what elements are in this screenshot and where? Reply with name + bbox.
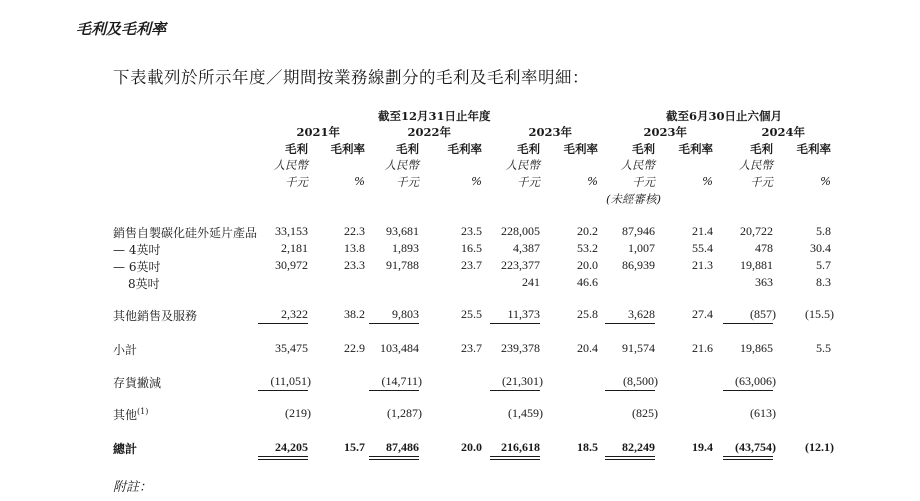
currency-header: 人民幣 <box>384 158 419 172</box>
gross-profit-cell: 93,681 <box>386 224 419 238</box>
year-header: 2024年 <box>761 125 805 139</box>
percent-header: % <box>587 174 598 188</box>
row-label-text: 存貨撇減 <box>113 376 162 390</box>
gross-margin-header: 毛利率 <box>563 142 598 156</box>
gross-margin-cell: 5.7 <box>816 258 831 272</box>
gross-margin-cell: 16.5 <box>461 241 482 255</box>
underline <box>369 323 419 324</box>
row-label <box>113 241 160 258</box>
row-label-text: — 6英吋 <box>113 260 161 274</box>
gross-profit-cell: (14,711) <box>381 374 422 388</box>
gross-profit-cell: 30,972 <box>275 258 308 272</box>
section-title: 毛利及毛利率 <box>76 20 167 38</box>
gross-profit-cell: 239,378 <box>501 341 540 355</box>
row-label-text: 小計 <box>113 343 138 357</box>
gross-margin-cell: 46.6 <box>577 275 598 289</box>
underline <box>369 390 419 391</box>
gross-profit-cell: 9,803 <box>392 307 419 321</box>
notes-label: 附註： <box>113 480 153 495</box>
gross-profit-cell: 241 <box>522 275 540 289</box>
gross-profit-cell: 24,205 <box>275 440 308 454</box>
gross-profit-cell: 228,005 <box>501 224 540 238</box>
interim-period-header: 截至6月30日止六個月 <box>666 109 783 123</box>
gross-margin-cell: 20.0 <box>461 440 482 454</box>
gross-profit-header: 毛利 <box>632 142 655 156</box>
gross-margin-cell: 20.4 <box>577 341 598 355</box>
gross-profit-cell: 91,574 <box>622 341 655 355</box>
gross-margin-cell: 22.3 <box>344 224 365 238</box>
gross-margin-cell: 21.3 <box>692 258 713 272</box>
underline <box>490 390 540 391</box>
double-underline <box>258 456 308 460</box>
gross-profit-cell: 1,893 <box>392 241 419 255</box>
year-header: 2021年 <box>296 125 340 139</box>
gross-margin-cell: 15.7 <box>344 440 365 454</box>
footnote-marker: (1) <box>137 407 149 416</box>
year-header: 2023年 <box>643 125 687 139</box>
gross-margin-cell: 22.9 <box>344 341 365 355</box>
gross-profit-cell: 86,939 <box>622 258 655 272</box>
gross-margin-header: 毛利率 <box>796 142 831 156</box>
gross-margin-cell: 38.2 <box>344 307 365 321</box>
gross-profit-cell: (825) <box>632 406 658 420</box>
gross-profit-cell: 19,865 <box>740 341 773 355</box>
double-underline <box>723 456 773 460</box>
gross-profit-header: 毛利 <box>517 142 540 156</box>
row-label-text: 8英吋 <box>128 277 160 291</box>
gross-margin-cell: 30.4 <box>810 241 831 255</box>
year-header: 2022年 <box>407 125 451 139</box>
row-label <box>113 224 257 241</box>
double-underline <box>369 456 419 460</box>
unit-header: 千元 <box>285 175 308 189</box>
row-label <box>113 258 160 275</box>
gross-profit-cell: (857) <box>750 307 776 321</box>
gross-margin-cell: 21.6 <box>692 341 713 355</box>
gross-profit-cell: 87,946 <box>622 224 655 238</box>
row-label <box>113 341 137 358</box>
underline <box>258 390 308 391</box>
gross-margin-cell: 8.3 <box>816 275 831 289</box>
gross-profit-cell: 20,722 <box>740 224 773 238</box>
row-label <box>113 440 137 457</box>
gross-margin-cell: 5.8 <box>816 224 831 238</box>
percent-header: % <box>354 174 365 188</box>
annual-period-header: 截至12月31日止年度 <box>378 109 491 123</box>
double-underline <box>605 456 655 460</box>
gross-profit-cell: 91,788 <box>386 258 419 272</box>
gross-profit-cell: 87,486 <box>386 440 419 454</box>
underline <box>723 390 773 391</box>
gross-profit-cell: 3,628 <box>628 307 655 321</box>
gross-margin-cell: 21.4 <box>692 224 713 238</box>
intro-text: 下表載列於所示年度／期間按業務線劃分的毛利及毛利率明細： <box>113 68 589 87</box>
gross-margin-cell: 5.5 <box>816 341 831 355</box>
gross-profit-cell: (11,051) <box>270 374 311 388</box>
row-label-text: 總計 <box>113 442 138 456</box>
gross-margin-cell: 55.4 <box>692 241 713 255</box>
gross-margin-cell: (12.1) <box>805 440 834 454</box>
underline <box>605 390 655 391</box>
gross-margin-cell: 20.0 <box>577 258 598 272</box>
percent-header: % <box>471 174 482 188</box>
row-label <box>113 307 197 324</box>
gross-profit-cell: 82,249 <box>622 440 655 454</box>
row-label-text: 其他銷售及服務 <box>113 309 198 323</box>
year-header: 2023年 <box>528 125 572 139</box>
gross-profit-cell: (1,459) <box>508 406 543 420</box>
gross-profit-cell: (613) <box>750 406 776 420</box>
gross-margin-cell: 53.2 <box>577 241 598 255</box>
row-label-text: 銷售自製碳化硅外延片產品 <box>113 226 258 240</box>
gross-margin-cell: 27.4 <box>692 307 713 321</box>
underline <box>723 323 773 324</box>
unit-header: 千元 <box>396 175 419 189</box>
gross-profit-cell: 19,881 <box>740 258 773 272</box>
gross-profit-cell: 2,322 <box>281 307 308 321</box>
gross-profit-header: 毛利 <box>750 142 773 156</box>
gross-margin-cell: 25.8 <box>577 307 598 321</box>
gross-margin-header: 毛利率 <box>447 142 482 156</box>
row-label <box>113 406 148 423</box>
percent-header: % <box>702 174 713 188</box>
gross-profit-cell: 11,373 <box>507 307 540 321</box>
unit-header: 千元 <box>517 175 540 189</box>
gross-profit-cell: 103,484 <box>380 341 419 355</box>
gross-profit-cell: 223,377 <box>501 258 540 272</box>
gross-margin-cell: 19.4 <box>692 440 713 454</box>
gross-margin-cell: 25.5 <box>461 307 482 321</box>
gross-margin-cell: 23.7 <box>461 258 482 272</box>
gross-margin-cell: (15.5) <box>805 307 834 321</box>
gross-margin-cell: 13.8 <box>344 241 365 255</box>
unit-header: 千元 <box>632 175 655 189</box>
percent-header: % <box>820 174 831 188</box>
currency-header: 人民幣 <box>273 158 308 172</box>
gross-profit-cell: (43,754) <box>735 440 776 454</box>
currency-header: 人民幣 <box>620 158 655 172</box>
gross-profit-cell: 4,387 <box>513 241 540 255</box>
gross-profit-cell: 2,181 <box>281 241 308 255</box>
gross-margin-header: 毛利率 <box>678 142 713 156</box>
underline <box>258 323 308 324</box>
gross-profit-cell: (8,500) <box>623 374 658 388</box>
gross-profit-cell: (219) <box>285 406 311 420</box>
gross-profit-cell: 35,475 <box>275 341 308 355</box>
gross-profit-cell: 1,007 <box>628 241 655 255</box>
row-label-text: 其他 <box>113 408 138 422</box>
row-label <box>113 374 161 391</box>
gross-profit-cell: 33,153 <box>275 224 308 238</box>
currency-header: 人民幣 <box>505 158 540 172</box>
gross-profit-header: 毛利 <box>285 142 308 156</box>
gross-profit-cell: 363 <box>755 275 773 289</box>
gross-margin-cell: 18.5 <box>577 440 598 454</box>
unit-header: 千元 <box>750 175 773 189</box>
gross-profit-cell: 216,618 <box>501 440 540 454</box>
gross-profit-cell: (21,301) <box>502 374 543 388</box>
gross-margin-header: 毛利率 <box>330 142 365 156</box>
double-underline <box>490 456 540 460</box>
gross-profit-cell: 478 <box>755 241 773 255</box>
gross-profit-header: 毛利 <box>396 142 419 156</box>
gross-profit-cell: (63,006) <box>735 374 776 388</box>
gross-profit-cell: (1,287) <box>387 406 422 420</box>
row-label <box>128 275 160 292</box>
underline <box>605 323 655 324</box>
underline <box>490 323 540 324</box>
currency-header: 人民幣 <box>738 158 773 172</box>
gross-margin-cell: 23.3 <box>344 258 365 272</box>
gross-margin-cell: 23.7 <box>461 341 482 355</box>
gross-margin-cell: 23.5 <box>461 224 482 238</box>
gross-margin-cell: 20.2 <box>577 224 598 238</box>
unaudited-label: (未經審核) <box>606 192 661 206</box>
row-label-text: — 4英吋 <box>113 243 161 257</box>
